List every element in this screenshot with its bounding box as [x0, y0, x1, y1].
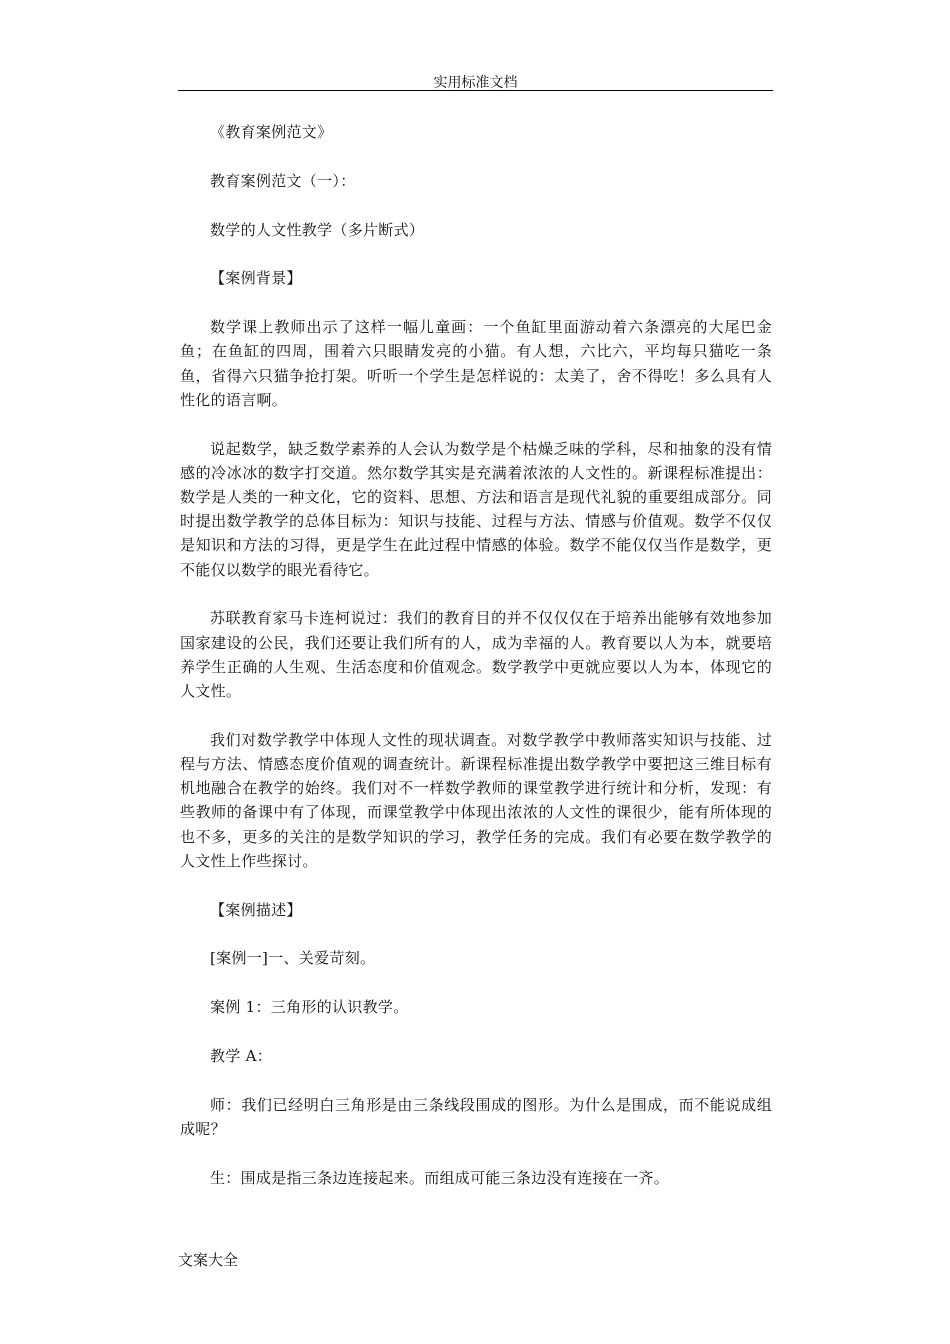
case-subheading: 案例 1：三角形的认识教学。 [210, 998, 409, 1017]
header-divider [178, 90, 773, 91]
section-heading: 教育案例范文（一）： [210, 171, 356, 190]
header-title: 实用标准文档 [433, 75, 518, 91]
subtitle: 数学的人文性教学（多片断式） [210, 220, 425, 239]
dialogue-student: 生：围成是指三条边连接起来。而组成可能三条边没有连接在一齐。 [210, 1168, 670, 1187]
body-paragraph: 说起数学，缺乏数学素养的人会认为数学是个枯燥乏味的学科，尽和抽象的没有情感的冷冰冰的数字打交道。然尔数学其实是充满着浓浓的人文性的。新课程标准提出：数学是人类的一种文化，它的资料、思想、方法和语言是现代礼貌的重要组成部分。同时提出数学教学的总体目标为：知识与技能、过程与方法、情感与价值观。数学不仅仅是知识和方法的习得，更是学生在此过程中情感的体验。数学不能仅仅当作是数学，更不能仅以数学的眼光看待它。 [180, 439, 772, 579]
teaching-label: 教学 A： [210, 1047, 273, 1066]
body-paragraph: 我们对数学教学中体现人文性的现状调查。对数学教学中教师落实知识与技能、过程与方法、情感态度价值观的调查统计。新课程标准提出数学教学中要把这三维目标有机地融合在教学的始终。我们对不一样数学教师的课堂教学进行统计和分析，发现：有些教师的备课中有了体现，而课堂教学中体现出浓浓的人文性的课很少，能有所体现的也不多，更多的关注的是数学知识的学习，教学任务的完成。我们有必要在数学教学的人文性上作些探讨。 [180, 730, 772, 870]
section-label-background: 【案例背景】 [210, 269, 302, 288]
page-footer: 文案大全 [178, 1251, 239, 1269]
case-heading: [案例一]一、关爱苛刻。 [210, 949, 376, 968]
body-paragraph: 数学课上教师出示了这样一幅儿童画：一个鱼缸里面游动着六条漂亮的大尾巴金鱼；在鱼缸的四周，围着六只眼睛发亮的小猫。有人想，六比六，平均每只猫吃一条鱼，省得六只猫争抢打架。听听一个学生是怎样说的：太美了，舍不得吃！多么具有人性化的语言啊。 [180, 318, 772, 409]
body-paragraph: 苏联教育家马卡连柯说过：我们的教育目的并不仅仅仅在于培养出能够有效地参加国家建设的公民，我们还要让我们所有的人，成为幸福的人。教育要以人为本，就要培养学生正确的人生观、生活态度和价值观念。数学教学中更就应要以人为本，体现它的人文性。 [180, 609, 772, 701]
section-label-description: 【案例描述】 [210, 900, 302, 919]
dialogue-teacher: 师：我们已经明白三角形是由三条线段围成的图形。为什么是围成，而不能说成组成呢？ [180, 1095, 772, 1139]
document-title: 《教育案例范文》 [210, 123, 333, 141]
document-body [180, 120, 772, 1215]
